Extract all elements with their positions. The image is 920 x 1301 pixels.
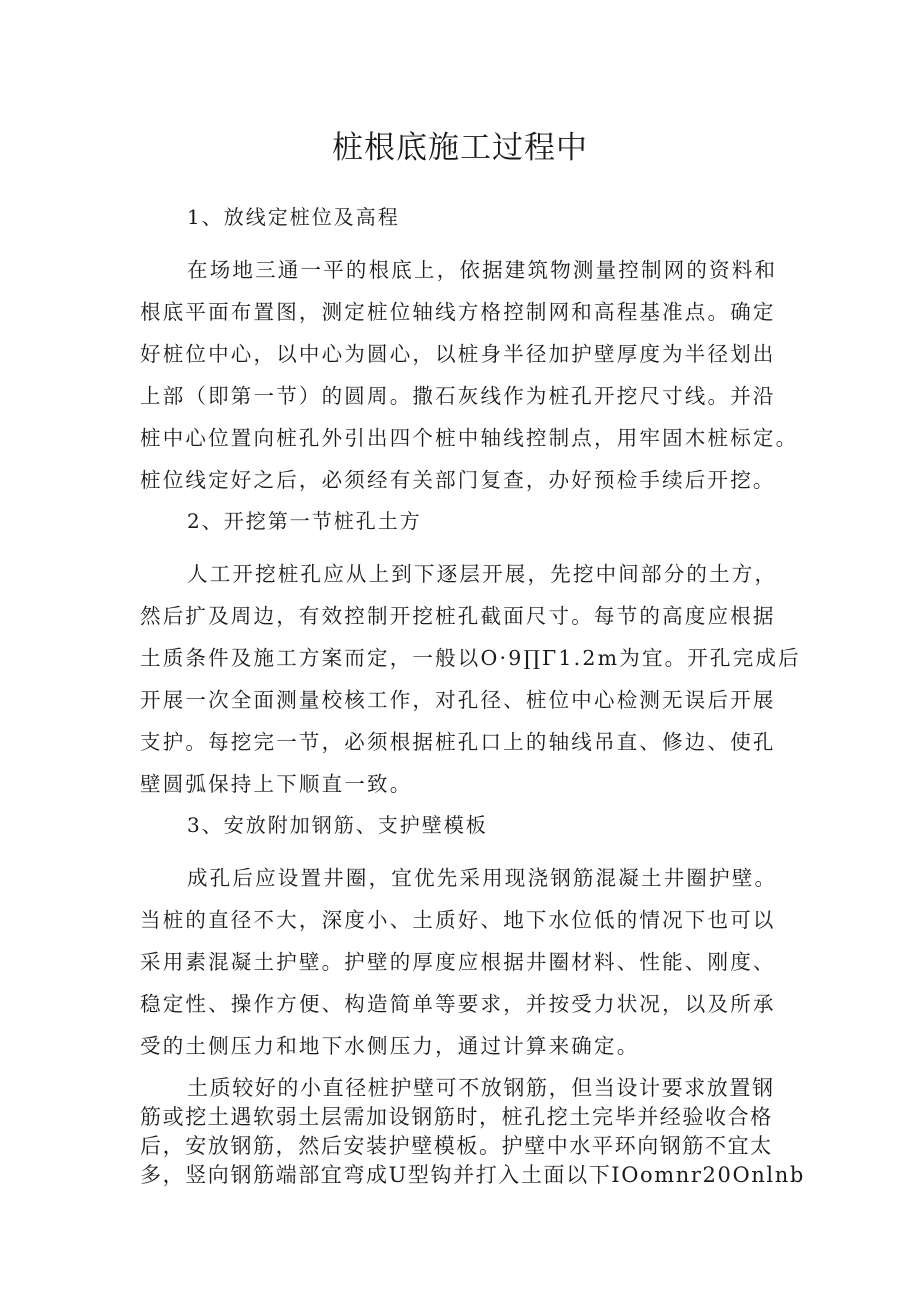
page-title: 桩根底施工过程中 (332, 130, 588, 166)
section-2-paragraph (140, 553, 800, 805)
paragraph-line: 根底平面布置图，测定桩位轴线方格控制网和高程基准点。确定 (140, 300, 776, 324)
section-2-heading: 2、开挖第一节桩孔土方 (187, 509, 422, 533)
section-3-heading: 3、安放附加钢筋、支护壁模板 (187, 813, 488, 837)
paragraph-line: 壁圆弧保持上下顺直一致。 (140, 772, 413, 796)
section-1-paragraph (140, 249, 800, 501)
paragraph-line: 当桩的直径不大，深度小、土质好、地下水位低的情况下也可以 (140, 908, 776, 932)
paragraph-line: 在场地三通一平的根底上，依据建筑物测量控制网的资料和 (187, 258, 778, 282)
paragraph-line: 土质条件及施工方案而定，一般以O·9∏Γ1.2m为宜。开孔完成后 (140, 646, 801, 670)
paragraph-line: 采用素混凝土护壁。护壁的厚度应根据井圈材料、性能、刚度、 (140, 950, 776, 974)
paragraph-line: 成孔后应设置井圈，宜优先采用现浇钢筋混凝土井圈护壁。 (187, 866, 778, 890)
section-3-paragraph (140, 857, 800, 1067)
paragraph-line: 支护。每挖完一节，必须根据桩孔口上的轴线吊直、修边、使孔 (140, 730, 776, 754)
paragraph-line: 受的土侧压力和地下水侧压力，通过计算来确定。 (140, 1034, 640, 1058)
paragraph-line: 多，竖向钢筋端部宜弯成U型钩并打入土面以下IOomnr20Onlnb (140, 1163, 805, 1187)
paragraph-line: 人工开挖桩孔应从上到下逐层开展，先挖中间部分的土方， (187, 562, 778, 586)
paragraph-line: 土质较好的小直径桩护壁可不放钢筋，但当设计要求放置钢 (187, 1076, 775, 1100)
paragraph-line: 稳定性、操作方便、构造简单等要求，并按受力状况，以及所承 (140, 992, 776, 1016)
paragraph-line: 上部（即第一节）的圆周。撒石灰线作为桩孔开挖尺寸线。并沿 (140, 384, 776, 408)
paragraph-line: 开展一次全面测量校核工作，对孔径、桩位中心检测无误后开展 (140, 688, 776, 712)
section-1-heading: 1、放线定桩位及高程 (187, 205, 400, 229)
section-3-paragraph-2 (140, 1074, 805, 1190)
paragraph-line: 好桩位中心，以中心为圆心，以桩身半径加护壁厚度为半径划出 (140, 342, 776, 366)
paragraph-line: 后，安放钢筋，然后安装护壁模板。护壁中水平环向钢筋不宜太 (140, 1134, 773, 1158)
paragraph-line: 然后扩及周边，有效控制开挖桩孔截面尺寸。每节的高度应根据 (140, 604, 776, 628)
paragraph-line: 筋或挖土遇软弱土层需加设钢筋时，桩孔挖土完毕并经验收合格 (140, 1105, 773, 1129)
paragraph-line: 桩位线定好之后，必须经有关部门复查，办好预检手续后开挖。 (140, 468, 776, 492)
paragraph-line: 桩中心位置向桩孔外引出四个桩中轴线控制点，用牢固木桩标定。 (140, 426, 799, 450)
